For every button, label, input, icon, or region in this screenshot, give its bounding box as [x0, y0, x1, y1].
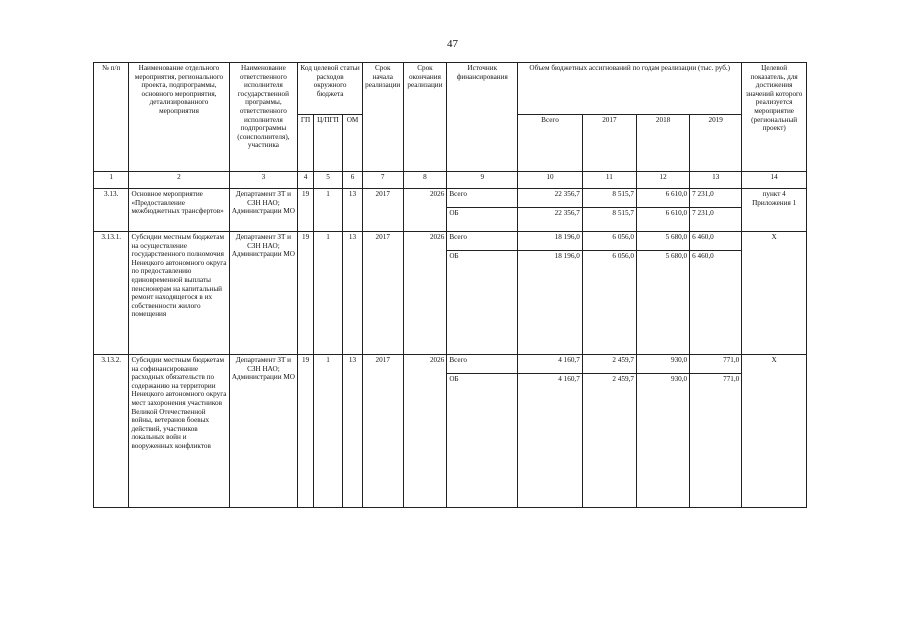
header-target: Целевой показатель, для достижения значений которого реализуется мероприятие (региональный проект) [742, 63, 807, 172]
row-name: Субсидии местным бюджетам на софинансирование расходных обязательств по содержанию на территории Ненецкого автономного округа мест захоронения участников Великой Отечественной войны, ветеранов боевых действий, участников локальных войн и вооруженных конфликтов [129, 355, 229, 508]
col-number: 4 [298, 172, 314, 189]
row-2017: 6 056,0 [582, 232, 636, 251]
row-2017: 8 515,7 [582, 189, 636, 208]
row-2017: 2 459,7 [582, 355, 636, 374]
row-executor: Департамент ЗТ и СЗН НАО; Администрации МО [229, 232, 298, 355]
row-source: Всего [447, 355, 518, 374]
row-start: 2017 [362, 355, 403, 508]
row-total: 22 356,7 [518, 189, 583, 208]
header-source: Источник финансирования [447, 63, 518, 172]
row-2018: 930,0 [636, 374, 689, 508]
col-number: 8 [403, 172, 447, 189]
row-2019: 6 460,0 [690, 232, 742, 251]
row-2019: 7 231,0 [690, 189, 742, 208]
row-total: 18 196,0 [518, 232, 583, 251]
row-no: 3.13.1. [94, 232, 129, 355]
row-source: ОБ [447, 251, 518, 355]
row-cpgp: 1 [313, 189, 342, 232]
budget-table [93, 62, 807, 508]
header-code: Код целевой статьи расходов окружного бюджета [298, 63, 363, 115]
row-gp: 19 [298, 355, 314, 508]
row-source: ОБ [447, 208, 518, 232]
row-2018: 5 680,0 [636, 251, 689, 355]
col-number: 14 [742, 172, 807, 189]
header-total: Всего [518, 115, 583, 172]
header-no: № п/п [94, 63, 129, 172]
row-source: ОБ [447, 374, 518, 508]
row-total: 18 196,0 [518, 251, 583, 355]
header-end: Срок окончания реализации [403, 63, 447, 172]
col-number: 5 [313, 172, 342, 189]
row-2018: 6 610,0 [636, 189, 689, 208]
row-target: пункт 4 Приложения 1 [742, 189, 807, 232]
row-2019: 771,0 [690, 355, 742, 374]
row-2018: 930,0 [636, 355, 689, 374]
row-total: 22 356,7 [518, 208, 583, 232]
row-source: Всего [447, 189, 518, 208]
row-target: Х [742, 232, 807, 355]
row-2019: 7 231,0 [690, 208, 742, 232]
header-volume: Объем бюджетных ассигнований по годам реализации (тыс. руб.) [518, 63, 742, 115]
col-number: 6 [343, 172, 363, 189]
row-om: 13 [343, 232, 363, 355]
col-number: 7 [362, 172, 403, 189]
col-number: 10 [518, 172, 583, 189]
col-number: 3 [229, 172, 298, 189]
row-gp: 19 [298, 189, 314, 232]
row-executor: Департамент ЗТ и СЗН НАО; Администрации МО [229, 355, 298, 508]
column-number-row [94, 172, 807, 189]
row-2019: 771,0 [690, 374, 742, 508]
col-number: 11 [582, 172, 636, 189]
header-gp: ГП [298, 115, 314, 172]
row-end: 2026 [403, 232, 447, 355]
header-om: ОМ [343, 115, 363, 172]
header-start: Срок начала реализации [362, 63, 403, 172]
row-executor: Департамент ЗТ и СЗН НАО; Администрации МО [229, 189, 298, 232]
row-total: 4 160,7 [518, 374, 583, 508]
row-2017: 2 459,7 [582, 374, 636, 508]
row-gp: 19 [298, 232, 314, 355]
row-2017: 8 515,7 [582, 208, 636, 232]
header-2018: 2018 [636, 115, 689, 172]
row-total: 4 160,7 [518, 355, 583, 374]
row-target: Х [742, 355, 807, 508]
row-cpgp: 1 [313, 232, 342, 355]
header-cpgp: Ц/ПГП [313, 115, 342, 172]
row-end: 2026 [403, 189, 447, 232]
table-row [94, 232, 807, 251]
page-number: 47 [447, 38, 458, 50]
row-start: 2017 [362, 189, 403, 232]
row-2017: 6 056,0 [582, 251, 636, 355]
row-no: 3.13. [94, 189, 129, 232]
row-om: 13 [343, 355, 363, 508]
row-om: 13 [343, 189, 363, 232]
row-source: Всего [447, 232, 518, 251]
header-executor: Наименование ответственного исполнителя государственной программы, ответственного исполнителя подпрограммы (соисполнителя), участника [229, 63, 298, 172]
row-end: 2026 [403, 355, 447, 508]
table-row [94, 355, 807, 374]
header-2019: 2019 [690, 115, 742, 172]
row-2018: 5 680,0 [636, 232, 689, 251]
row-name: Субсидии местным бюджетам на осуществление государственного полномочия Ненецкого автономного округа по предоставлению единовременной выплаты пенсионерам на капитальный ремонт находящегося в их собственности жилого помещения [129, 232, 229, 355]
row-start: 2017 [362, 232, 403, 355]
table-row [94, 189, 807, 208]
row-2018: 6 610,0 [636, 208, 689, 232]
row-cpgp: 1 [313, 355, 342, 508]
header-2017: 2017 [582, 115, 636, 172]
col-number: 13 [690, 172, 742, 189]
col-number: 12 [636, 172, 689, 189]
col-number: 2 [129, 172, 229, 189]
row-2019: 6 460,0 [690, 251, 742, 355]
row-no: 3.13.2. [94, 355, 129, 508]
col-number: 9 [447, 172, 518, 189]
col-number: 1 [94, 172, 129, 189]
header-name: Наименование отдельного мероприятия, регионального проекта, подпрограммы, основного мероприятия, детализированного мероприятия [129, 63, 229, 172]
row-name: Основное мероприятие «Предоставление межбюджетных трансфертов» [129, 189, 229, 232]
